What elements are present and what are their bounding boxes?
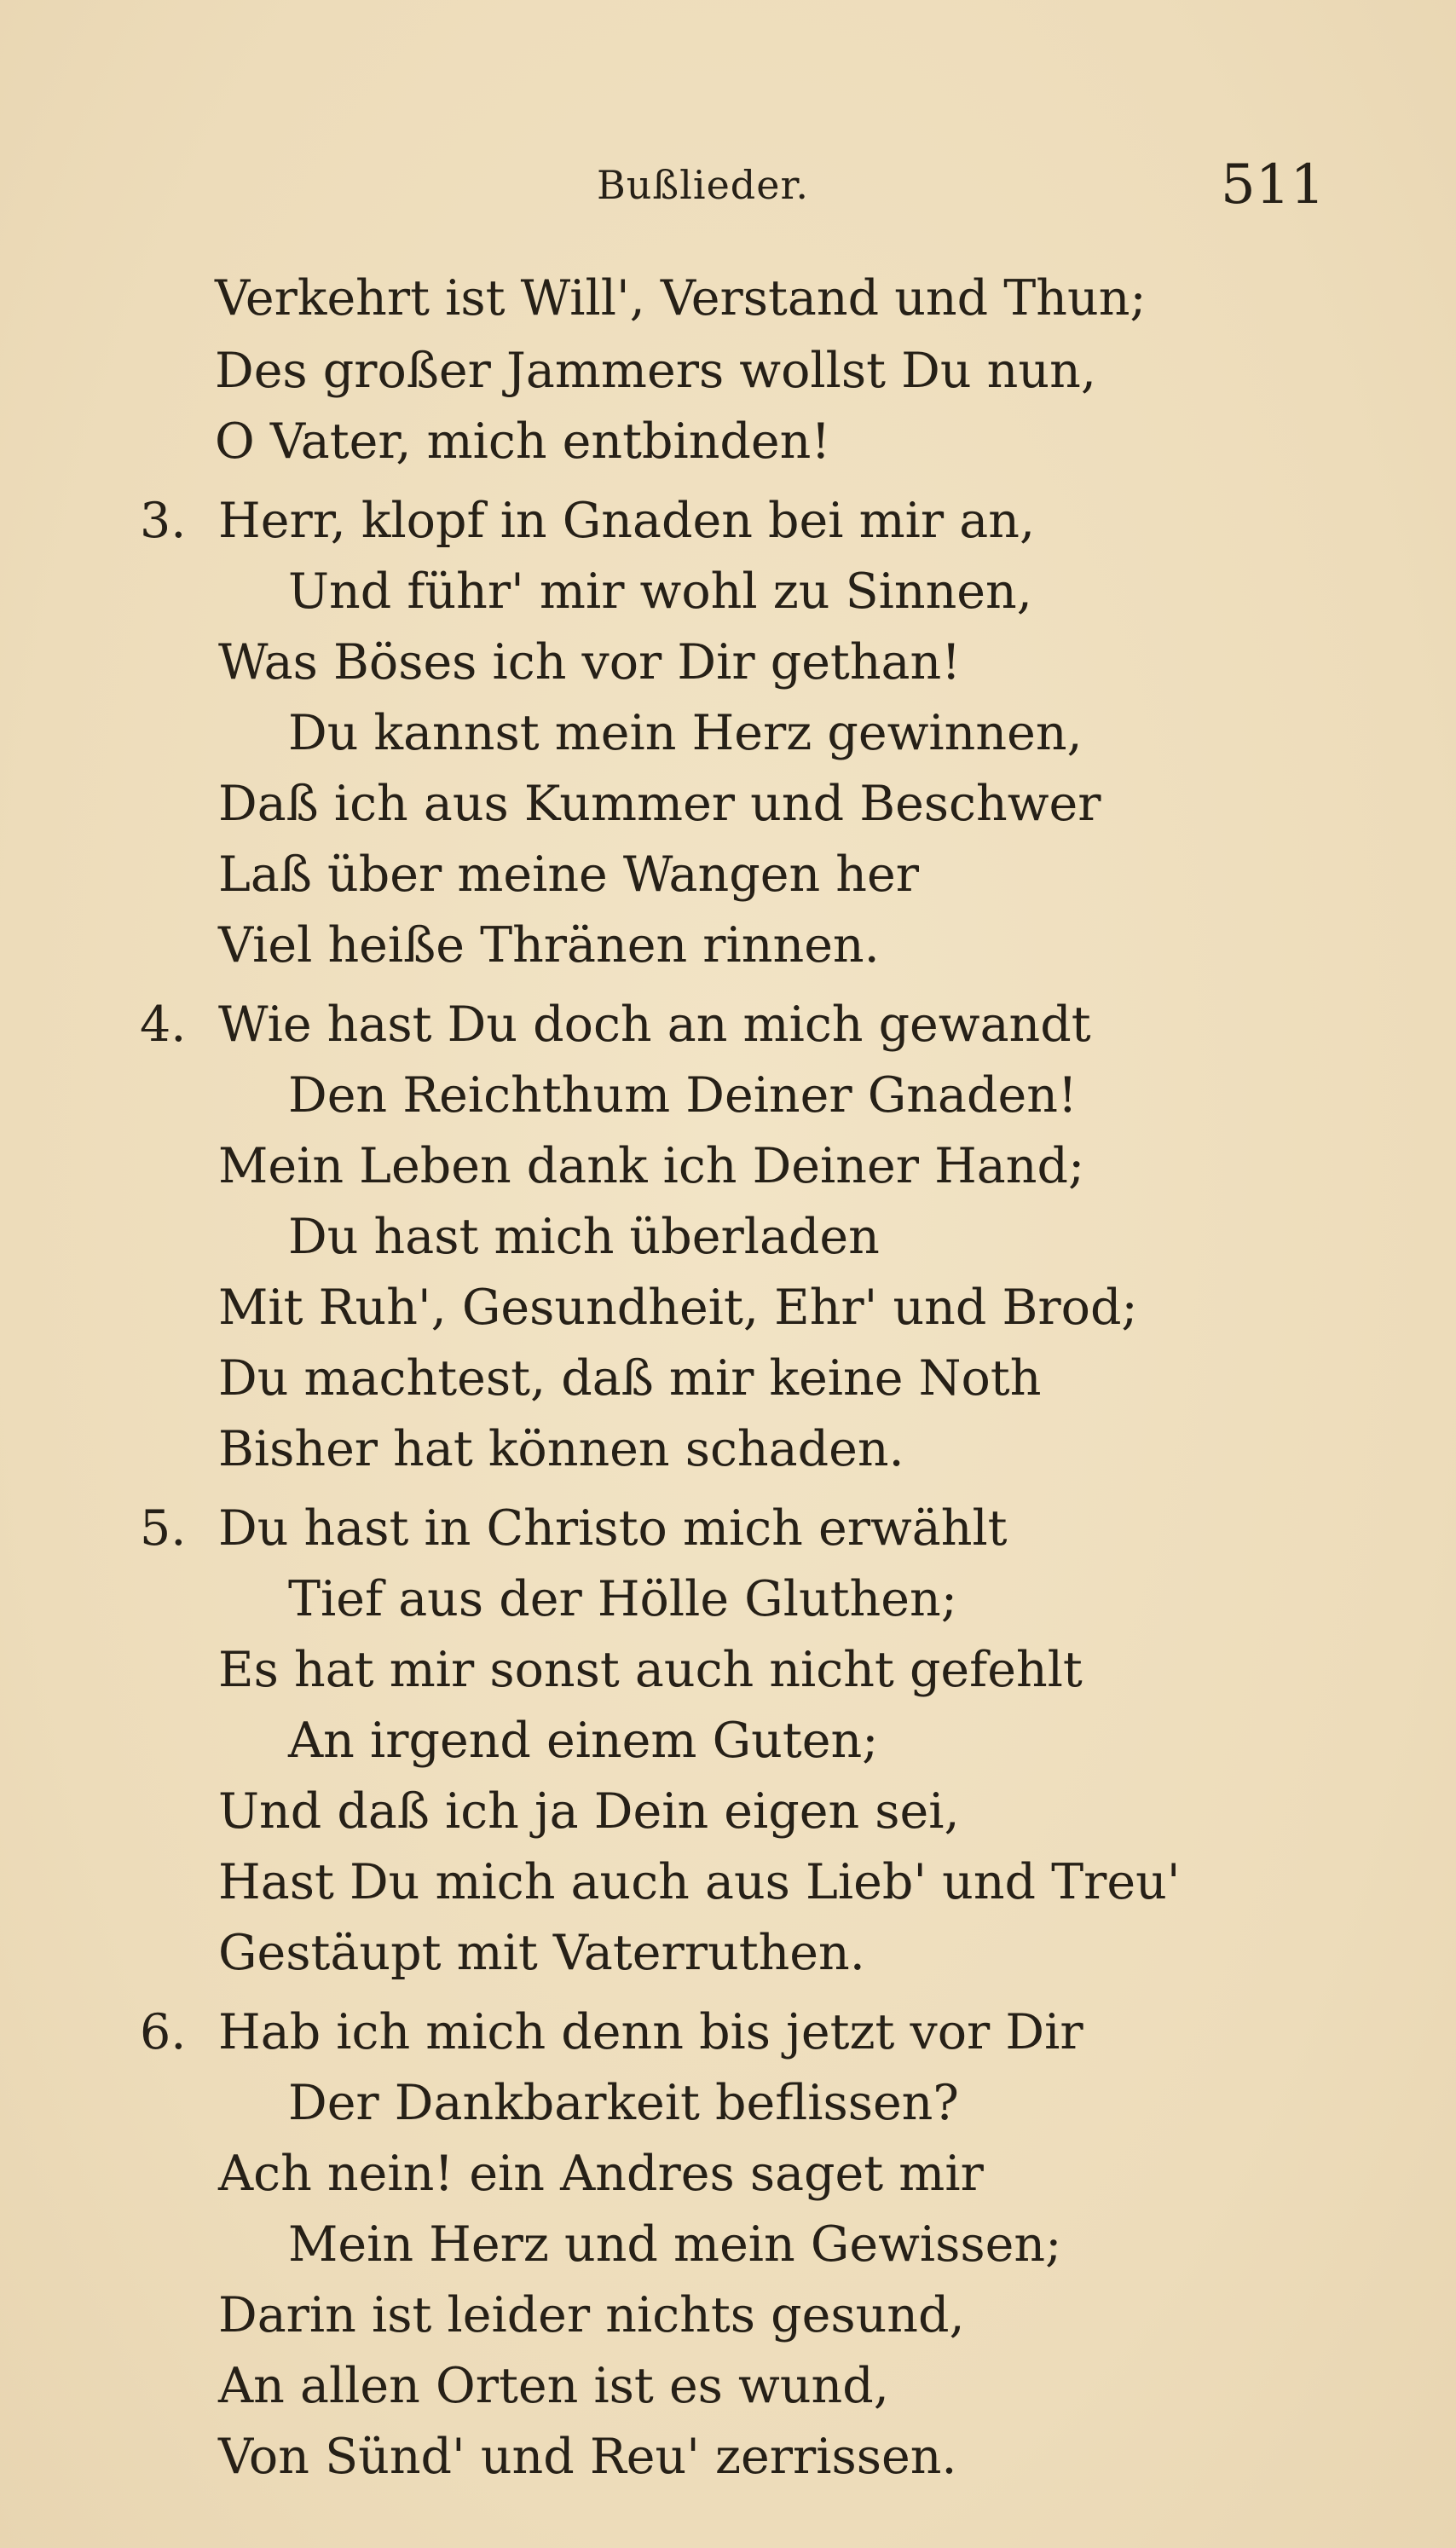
verse-line: Ach nein! ein Andres saget mir <box>218 2146 984 2202</box>
verse-line: Viel heiße Thränen rinnen. <box>218 917 880 974</box>
verse-line: Und daß ich ja Dein eigen sei, <box>218 1783 960 1840</box>
verse-line: Wie hast Du doch an mich gewandt <box>218 997 1091 1053</box>
verse-line: Tief aus der Hölle Gluthen; <box>288 1571 957 1627</box>
verse-line: Des großer Jammers wollst Du nun, <box>215 343 1096 399</box>
stanza-number: 3. <box>140 493 187 549</box>
verse-line: Den Reichthum Deiner Gnaden! <box>288 1067 1078 1124</box>
running-title: Bußlieder. <box>597 162 810 208</box>
verse-line: Darin ist leider nichts gesund, <box>218 2287 965 2343</box>
verse-line: Du hast in Christo mich erwählt <box>218 1500 1008 1557</box>
verse-line: Du kannst mein Herz gewinnen, <box>288 705 1083 761</box>
verse-line: Herr, klopf in Gnaden bei mir an, <box>218 493 1036 549</box>
verse-line: Hast Du mich auch aus Lieb' und Treu' <box>218 1854 1181 1910</box>
verse-line: Was Böses ich vor Dir gethan! <box>218 634 962 690</box>
verse-line: Daß ich aus Kummer und Beschwer <box>218 776 1101 832</box>
verse-line: Verkehrt ist Will', Verstand und Thun; <box>215 270 1147 326</box>
verse-line: Bisher hat können schaden. <box>218 1421 904 1477</box>
verse-line: Gestäupt mit Vaterruthen. <box>218 1925 865 1981</box>
verse-line: Hab ich mich denn bis jetzt vor Dir <box>218 2004 1083 2060</box>
verse-line: O Vater, mich entbinden! <box>215 413 831 470</box>
verse-line: Mein Herz und mein Gewissen; <box>288 2216 1062 2273</box>
verse-line: Du machtest, daß mir keine Noth <box>218 1350 1042 1407</box>
verse-line: An allen Orten ist es wund, <box>218 2358 889 2414</box>
page-number: 511 <box>1221 153 1326 217</box>
verse-line: Mein Leben dank ich Deiner Hand; <box>218 1138 1085 1194</box>
stanza-number: 6. <box>140 2004 187 2060</box>
verse-line: Du hast mich überladen <box>288 1209 880 1265</box>
verse-line: Laß über meine Wangen her <box>218 846 919 903</box>
verse-line: Mit Ruh', Gesundheit, Ehr' und Brod; <box>218 1280 1138 1336</box>
verse-line: Von Sünd' und Reu' zerrissen. <box>218 2429 957 2485</box>
verse-line: An irgend einem Guten; <box>288 1713 879 1769</box>
stanza-number: 5. <box>140 1500 187 1557</box>
verse-line: Und führ' mir wohl zu Sinnen, <box>288 563 1032 620</box>
stanza-number: 4. <box>140 997 187 1053</box>
verse-line: Es hat mir sonst auch nicht gefehlt <box>218 1642 1083 1698</box>
verse-line: Der Dankbarkeit beflissen? <box>288 2075 959 2131</box>
